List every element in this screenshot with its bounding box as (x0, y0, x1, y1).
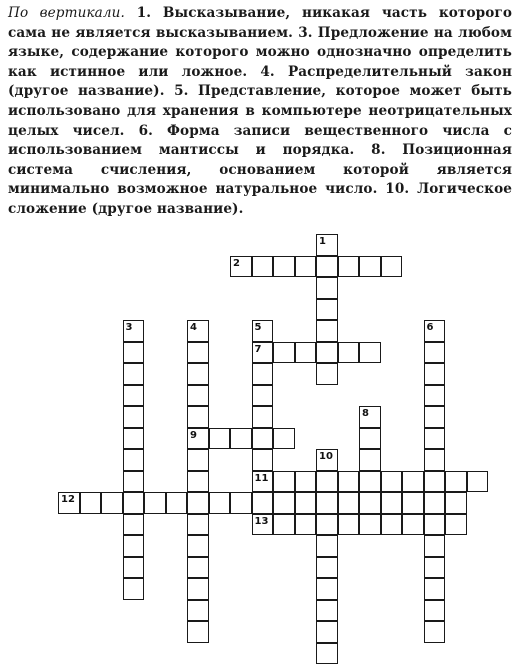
crossword-cell[interactable] (252, 256, 274, 278)
crossword-cell[interactable] (316, 320, 338, 342)
crossword-cell[interactable] (316, 277, 338, 299)
crossword-cell[interactable] (123, 385, 145, 407)
crossword-cell[interactable] (424, 621, 446, 643)
crossword-cell[interactable] (381, 492, 403, 514)
crossword-cell[interactable] (402, 471, 424, 493)
crossword-cell[interactable] (123, 578, 145, 600)
crossword-cell[interactable] (445, 514, 467, 536)
crossword-cell[interactable] (295, 342, 317, 364)
crossword-cell[interactable] (123, 492, 145, 514)
crossword-cell[interactable] (424, 406, 446, 428)
crossword-cell[interactable] (295, 514, 317, 536)
clue-number-11: 11 (254, 472, 269, 484)
crossword-cell[interactable] (252, 406, 274, 428)
crossword-cell[interactable] (273, 492, 295, 514)
crossword-cell[interactable] (424, 492, 446, 514)
crossword-cell[interactable] (187, 557, 209, 579)
crossword-cell[interactable] (338, 342, 360, 364)
clue-number-10: 10 (319, 451, 333, 462)
crossword-cell[interactable] (295, 471, 317, 493)
crossword-cell[interactable] (445, 471, 467, 493)
crossword-cell[interactable] (123, 428, 145, 450)
clue-number-4: 4 (190, 322, 197, 333)
crossword-cell[interactable] (316, 600, 338, 622)
crossword-cell[interactable] (424, 363, 446, 385)
crossword-cell[interactable] (359, 514, 381, 536)
crossword-cell[interactable] (80, 492, 102, 514)
crossword-cell[interactable] (295, 492, 317, 514)
clue-number-3: 3 (125, 322, 133, 333)
crossword-cell[interactable] (123, 471, 145, 493)
crossword-cell[interactable] (359, 428, 381, 450)
crossword-cell[interactable] (424, 449, 446, 471)
crossword-cell[interactable] (424, 535, 446, 557)
crossword-cell[interactable] (338, 471, 360, 493)
crossword-cell[interactable] (316, 578, 338, 600)
crossword-cell[interactable] (424, 385, 446, 407)
crossword-cell[interactable] (252, 449, 274, 471)
crossword-cell[interactable] (123, 363, 145, 385)
crossword-cell[interactable] (230, 428, 252, 450)
clue-number-7: 7 (254, 343, 262, 355)
crossword-cell[interactable] (316, 514, 338, 536)
crossword-cell[interactable] (424, 557, 446, 579)
crossword-cell[interactable] (273, 514, 295, 536)
crossword-cell[interactable] (316, 256, 338, 278)
crossword-cell[interactable] (187, 385, 209, 407)
clue-number-8: 8 (362, 408, 369, 419)
crossword-cell[interactable] (166, 492, 188, 514)
crossword-cell[interactable] (381, 256, 403, 278)
crossword-cell[interactable] (101, 492, 123, 514)
crossword-cell[interactable] (187, 449, 209, 471)
crossword-cell[interactable] (187, 363, 209, 385)
clue-number-9: 9 (190, 429, 197, 441)
crossword-cell[interactable] (316, 342, 338, 364)
crossword-cell[interactable] (273, 471, 295, 493)
crossword-cell[interactable] (230, 492, 252, 514)
crossword-cell[interactable] (316, 557, 338, 579)
crossword-cell[interactable] (187, 600, 209, 622)
crossword-cell[interactable] (144, 492, 166, 514)
crossword-cell[interactable] (209, 428, 231, 450)
crossword-cell[interactable] (316, 492, 338, 514)
crossword-cell[interactable] (295, 256, 317, 278)
crossword-cell[interactable] (209, 492, 231, 514)
crossword-cell[interactable] (359, 256, 381, 278)
crossword-cell[interactable] (402, 492, 424, 514)
crossword-cell[interactable] (359, 342, 381, 364)
crossword-cell[interactable] (316, 471, 338, 493)
crossword-cell[interactable] (424, 428, 446, 450)
crossword-cell[interactable] (424, 600, 446, 622)
clues-heading: По вертикали. (8, 5, 125, 21)
crossword-cell[interactable] (187, 471, 209, 493)
crossword-cell[interactable] (316, 363, 338, 385)
crossword-cell[interactable] (359, 471, 381, 493)
crossword-cell[interactable] (187, 406, 209, 428)
crossword-cell[interactable] (424, 578, 446, 600)
crossword-cell[interactable] (381, 471, 403, 493)
clue-number-2: 2 (233, 257, 240, 269)
crossword-cell[interactable] (123, 514, 145, 536)
crossword-cell[interactable] (381, 514, 403, 536)
clue-number-13: 13 (254, 515, 269, 527)
crossword-cell[interactable] (123, 342, 145, 364)
crossword-cell[interactable] (273, 428, 295, 450)
crossword-cell[interactable] (252, 363, 274, 385)
crossword-cell[interactable] (187, 535, 209, 557)
clues-body: 1. Высказывание, никакая часть которого сама не является высказыванием. 3. Предложение на любом языке, содержание которого можно однозначно определить как истинное или ложное. 4. Распределительный закон (другое название). 5. Представление, которое может быть использовано для хранения в компьютере неотрицательных целых чисел. 6. Форма записи вещественного числа с использованием мантиссы и порядка. 8. Позиционная система счисления, основанием которой является минимально возможное натуральное число. 10. Логическое сложение (другое название). (8, 5, 512, 217)
crossword-cell[interactable] (467, 471, 489, 493)
clue-number-5: 5 (254, 322, 262, 333)
crossword-cell[interactable] (338, 256, 360, 278)
crossword-cell[interactable] (424, 471, 446, 493)
crossword-cell[interactable] (316, 299, 338, 321)
crossword-cell[interactable] (187, 621, 209, 643)
clue-number-1: 1 (319, 236, 326, 247)
crossword-cell[interactable] (402, 514, 424, 536)
crossword-cell[interactable] (359, 449, 381, 471)
crossword-cell[interactable] (338, 492, 360, 514)
crossword-cell[interactable] (273, 342, 295, 364)
crossword-cell[interactable] (316, 621, 338, 643)
crossword-cell[interactable] (316, 643, 338, 665)
crossword-cell[interactable] (252, 492, 274, 514)
crossword-cell[interactable] (187, 514, 209, 536)
crossword-cell[interactable] (424, 514, 446, 536)
clue-number-12: 12 (61, 494, 75, 505)
crossword-cell[interactable] (424, 342, 446, 364)
crossword-cell[interactable] (123, 557, 145, 579)
crossword-cell[interactable] (187, 342, 209, 364)
clue-number-6: 6 (426, 322, 434, 333)
crossword-cell[interactable] (123, 535, 145, 557)
crossword-cell[interactable] (123, 449, 145, 471)
crossword-cell[interactable] (252, 385, 274, 407)
crossword-cell[interactable] (445, 492, 467, 514)
crossword-cell[interactable] (252, 428, 274, 450)
crossword-cell[interactable] (316, 535, 338, 557)
crossword-cell[interactable] (187, 492, 209, 514)
crossword-cell[interactable] (338, 514, 360, 536)
crossword-cell[interactable] (187, 578, 209, 600)
crossword-cell[interactable] (273, 256, 295, 278)
crossword-cell[interactable] (123, 406, 145, 428)
crossword-cell[interactable] (359, 492, 381, 514)
